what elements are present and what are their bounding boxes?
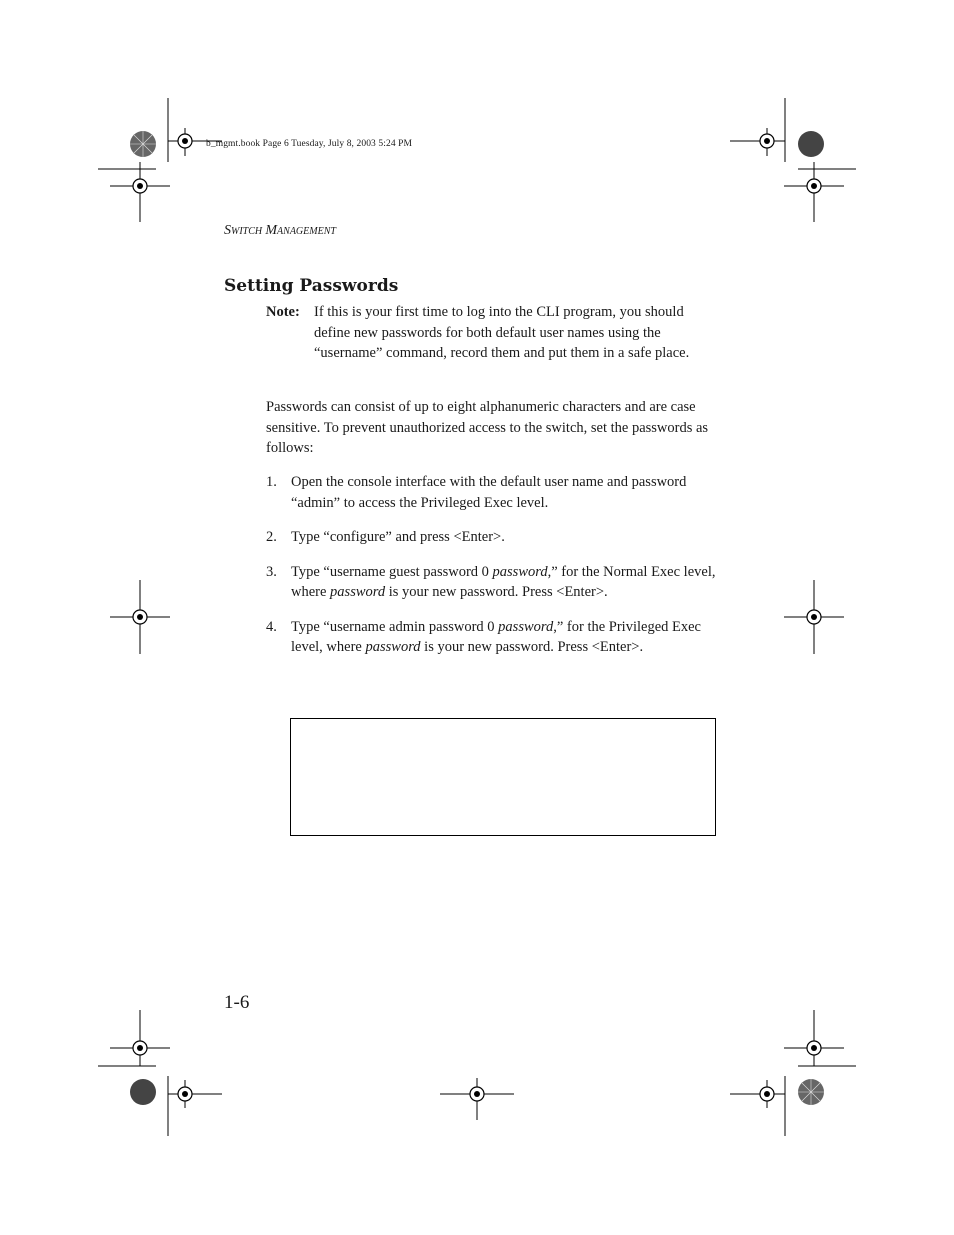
page-number: 1-6	[224, 992, 250, 1013]
list-item: 4. Type “username admin password 0 password,” for the Privileged Exec level, where password is your new password. Press <Enter>.	[266, 618, 701, 655]
print-slug-line: b_mgmt.book Page 6 Tuesday, July 8, 2003 5:24 PM	[206, 139, 413, 149]
intro-paragraph: Passwords can consist of up to eight alphanumeric characters and are case sensitive. To prevent unauthorized access to the switch, set the passwords as follows:	[266, 399, 709, 456]
note-block	[266, 302, 716, 364]
steps-list	[266, 472, 716, 672]
list-item: 1. Open the console interface with the default user name and password “admin” to access the Privileged Exec level.	[266, 474, 687, 511]
command-example-box	[290, 718, 716, 836]
running-head: SWITCH MANAGEMENT	[224, 223, 336, 238]
note-text: If this is your first time to log into the CLI program, you should define new passwords for both default user names using the “username” command, record them and put them in a safe place.	[314, 304, 690, 361]
section-title: Setting Passwords	[224, 276, 399, 296]
note-label: Note:	[266, 304, 300, 320]
list-item: 2. Type “configure” and press <Enter>.	[266, 529, 505, 545]
list-item: 3. Type “username guest password 0 password,” for the Normal Exec level, where password is your new password. Press <Enter>.	[266, 563, 716, 600]
